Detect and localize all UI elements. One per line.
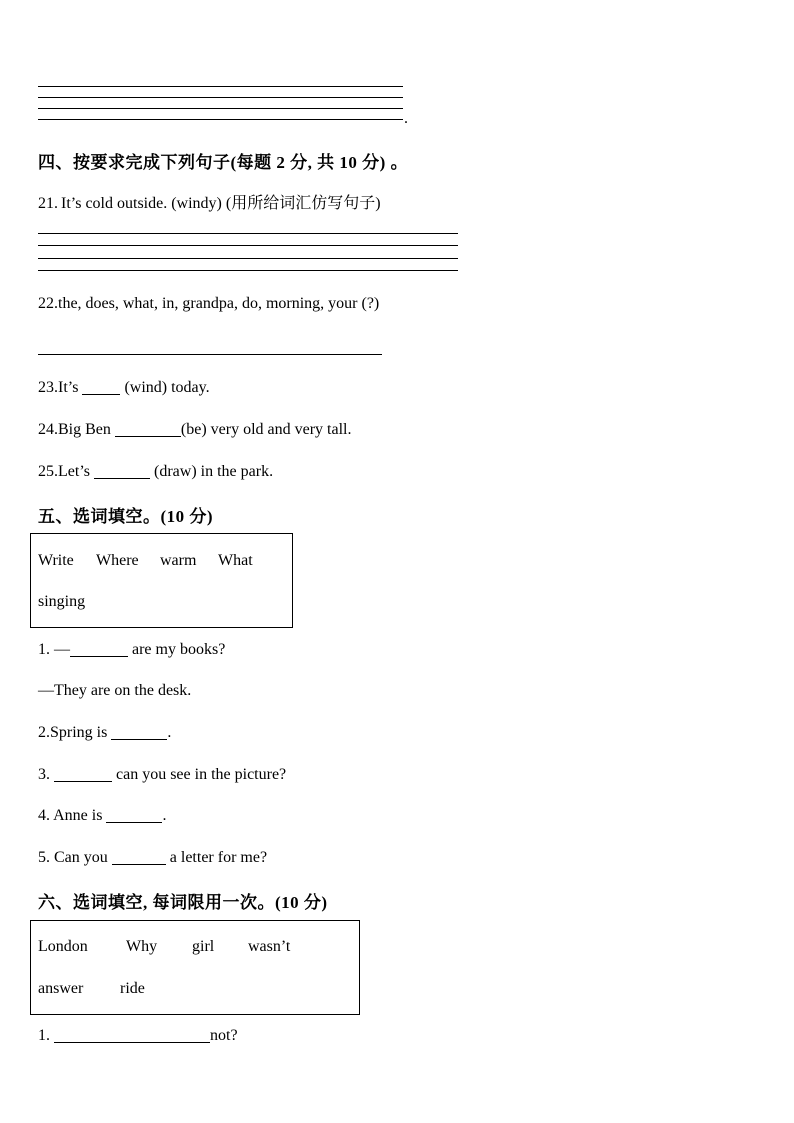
q23-blank[interactable] — [82, 378, 120, 395]
q23-number: 23. — [38, 379, 58, 396]
s5-q5-before: 5. Can you — [38, 849, 108, 866]
s5-q3-number: 3. — [38, 766, 50, 783]
s5-q1-after: are my books? — [132, 641, 226, 658]
q25 — [38, 462, 273, 481]
q21-answer-line[interactable] — [38, 258, 458, 259]
s5-q2-after: . — [167, 724, 172, 741]
word-bank-item: warm — [160, 552, 197, 569]
s5-q2-blank[interactable] — [111, 723, 167, 740]
s5-q1-number: 1. — [38, 641, 50, 658]
answer-line — [38, 119, 403, 120]
s5-q4-blank[interactable] — [106, 806, 162, 823]
s6-q1-number: 1. — [38, 1027, 50, 1044]
word-bank-item: Where — [96, 552, 139, 569]
word-bank-item: What — [218, 552, 253, 569]
q24-number: 24. — [38, 421, 58, 438]
answer-line — [38, 108, 403, 109]
s6-q1-after: not? — [210, 1027, 238, 1044]
s5-q1 — [38, 640, 225, 659]
s5-q5 — [38, 848, 267, 867]
q21-text: It’s cold outside. (windy) (用所给词汇仿写句子) — [61, 195, 381, 212]
q22 — [38, 295, 379, 313]
s6-q1-blank[interactable] — [54, 1026, 210, 1043]
word-bank-item: girl — [192, 938, 215, 955]
word-bank-item: wasn’t — [248, 938, 291, 955]
s5-q4-after: . — [162, 807, 167, 824]
word-bank-item: Write — [38, 552, 74, 569]
s5-q1-dash: — — [54, 641, 70, 658]
section6-word-bank — [30, 920, 360, 1015]
q25-blank[interactable] — [94, 462, 150, 479]
q25-number: 25. — [38, 463, 58, 480]
q25-after: (draw) in the park. — [154, 463, 274, 480]
s6-q1 — [38, 1026, 238, 1045]
s5-q2-before: 2.Spring is — [38, 724, 108, 741]
q21 — [38, 190, 381, 213]
section6-heading: 六、选词填空, 每词限用一次。(10 分) — [38, 893, 328, 912]
q24-blank[interactable] — [115, 420, 181, 437]
s5-q1-blank[interactable] — [70, 640, 128, 657]
s5-q3-blank[interactable] — [54, 765, 112, 782]
q25-before: Let’s — [58, 463, 90, 480]
q21-answer-line[interactable] — [38, 270, 458, 271]
s5-q5-blank[interactable] — [112, 848, 166, 865]
s5-q1-answer: —They are on the desk. — [38, 682, 192, 699]
q21-number: 21. — [38, 195, 58, 212]
q23-after: (wind) today. — [124, 379, 210, 396]
q23-before: It’s — [58, 379, 79, 396]
word-bank-item: ride — [120, 980, 145, 997]
section5-heading: 五、选词填空。(10 分) — [38, 507, 214, 526]
word-bank-item: answer — [38, 980, 84, 997]
section5-word-bank — [30, 533, 293, 628]
q24-before: Big Ben — [58, 421, 111, 438]
word-bank-item: Why — [126, 938, 158, 955]
s5-q4 — [38, 806, 166, 825]
s5-q4-before: 4. Anne is — [38, 807, 103, 824]
word-bank-item: London — [38, 938, 88, 955]
section4-heading: 四、按要求完成下列句子(每题 2 分, 共 10 分) 。 — [38, 153, 409, 172]
q21-answer-line[interactable] — [38, 233, 458, 234]
answer-line — [38, 86, 403, 87]
s5-q2 — [38, 723, 171, 742]
answer-line-end-mark: . — [404, 110, 408, 127]
q23 — [38, 378, 210, 397]
q22-answer-line[interactable] — [38, 354, 382, 355]
q24 — [38, 420, 352, 439]
s5-q3-after: can you see in the picture? — [116, 766, 287, 783]
q22-number: 22. — [38, 295, 58, 312]
q22-text: the, does, what, in, grandpa, do, morning, your (?) — [58, 295, 380, 312]
word-bank-item: singing — [38, 593, 86, 610]
answer-line — [38, 97, 403, 98]
s5-q3 — [38, 765, 286, 784]
q24-after: (be) very old and very tall. — [180, 421, 352, 438]
s5-q5-after: a letter for me? — [169, 849, 268, 866]
q21-answer-line[interactable] — [38, 245, 458, 246]
